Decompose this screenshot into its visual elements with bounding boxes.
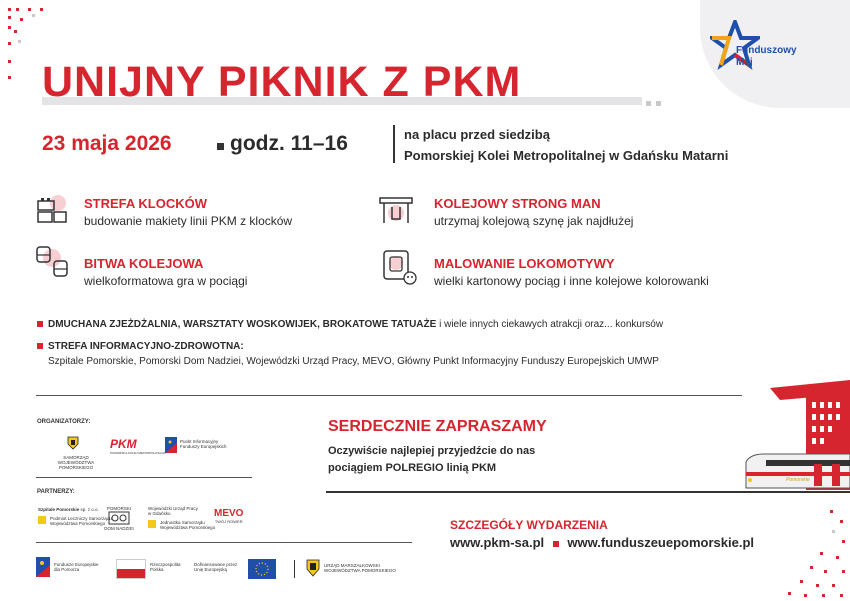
- um-line1: URZĄD MARSZAŁKOWSKI: [324, 563, 381, 568]
- wup-logo: [148, 506, 215, 530]
- feature-desc: wielki kartonowy pociąg i inne kolejowe kolorowanki: [434, 274, 709, 288]
- samorzad-logo: [46, 436, 106, 470]
- feature-bitwa-kolejowa: [84, 256, 247, 288]
- pif-text: [180, 439, 227, 449]
- event-place: [404, 124, 728, 166]
- fe-line2: dla Pomorza: [54, 567, 80, 572]
- place-line2: Pomorskiej Kolei Metropolitalnej w Gdańsku Matarni: [404, 148, 729, 163]
- wup-line1: Wojewódzki Urząd Pracy: [148, 506, 198, 511]
- dom-line2: DOM: [104, 526, 115, 531]
- feature-malowanie-lokomotywy: [434, 256, 709, 288]
- wup-line2: w Gdańsku: [148, 511, 171, 516]
- szpitale-suffix: sp. z o.o.: [80, 507, 99, 512]
- page-title: UNIJNY PIKNIK Z PKM: [42, 58, 522, 106]
- feature-desc: wielkoformatowa gra w pociągi: [84, 274, 248, 288]
- welcome-heading: SERDECZNIE ZAPRASZAMY: [328, 418, 547, 435]
- trains-icon: [34, 244, 70, 280]
- szpitale-sub2: Województwa Pomorskiego: [50, 521, 106, 526]
- dom-line3: NADZIEI: [116, 526, 134, 531]
- mevo-logo: [214, 508, 243, 524]
- samorzad-text: SAMORZĄD WOJEWÓDZTWA POMORSKIEGO: [57, 455, 95, 470]
- um-line2: WOJEWÓDZTWA POMORSKIEGO: [324, 568, 396, 573]
- rp-line1: Rzeczpospolita: [150, 562, 181, 567]
- feature-kolejowy-strong-man: [434, 196, 633, 228]
- organizers-divider: [36, 477, 252, 478]
- ue-text: [194, 562, 237, 572]
- feature-title: STREFA KLOCKÓW: [84, 196, 208, 211]
- place-line1: na placu przed siedzibą: [404, 127, 550, 142]
- event-hours: godz. 11–16: [230, 132, 348, 155]
- feature-title: MALOWANIE LOKOMOTYWY: [434, 256, 615, 271]
- vertical-divider: [393, 125, 395, 163]
- attractions-line: [48, 319, 663, 330]
- logo-line2: Maj: [736, 57, 753, 68]
- wup-sub2: Województwa Pomorskiego: [160, 525, 216, 530]
- rail-lift-icon: [378, 193, 414, 229]
- urzad-marszalkowski-text: [324, 563, 396, 573]
- fe-text: [54, 562, 99, 572]
- health-text: Szpitale Pomorskie, Pomorski Dom Nadziei, Wojewódzki Urząd Pracy, MEVO, Główny Punkt Informacyjny Funduszy Europejskich UMWP: [48, 356, 659, 367]
- separator-square: [217, 143, 224, 150]
- logo-line1: Funduszowy: [736, 45, 797, 56]
- polish-flag-icon: [116, 559, 146, 579]
- feature-strefa-klockow: [84, 196, 292, 228]
- train-label: Pomorskie: [786, 477, 810, 483]
- eu-funds-flag-icon: [165, 437, 177, 453]
- fundusze-europejskie-icon: [36, 557, 50, 577]
- pif-line1: Punkt Informacyjny: [180, 439, 219, 444]
- pkm-logo: [110, 437, 166, 456]
- ue-line2: Unię Europejską: [194, 567, 228, 572]
- details-links: [450, 535, 754, 550]
- feature-desc: budowanie makiety linii PKM z klocków: [84, 214, 293, 228]
- pkm-logo-text: PKM: [110, 437, 137, 451]
- link-fundusze[interactable]: www.funduszeuepomorskie.pl: [567, 535, 755, 550]
- pkm-logo-sub: POMORSKA KOLEJ METROPOLITALNA: [110, 451, 166, 455]
- blocks-icon: [34, 193, 70, 229]
- fe-line1: Fundusze Europejskie: [54, 562, 99, 567]
- link-separator: [553, 541, 559, 547]
- szpitale-sub1: Podmiot Leczniczy Samorządu: [50, 516, 112, 521]
- welcome-text: [328, 443, 535, 477]
- feature-title: KOLEJOWY STRONG MAN: [434, 196, 601, 211]
- feature-title: BITWA KOLEJOWA: [84, 256, 204, 271]
- mevo-text: MEVO: [214, 508, 244, 519]
- eu-flag-icon: [248, 559, 276, 579]
- funduszowy-maj-logo-panel: [700, 0, 850, 108]
- paint-train-icon: [382, 249, 418, 285]
- rp-line2: Polska: [150, 567, 164, 572]
- attractions-bold: DMUCHANA ZJEŻDŻALNIA, WARSZTATY WOSKOWIJEK, BROKATOWE TATUAŻE: [48, 319, 437, 330]
- ue-line1: Dofinansowane przez: [194, 562, 238, 567]
- event-date: 23 maja 2026: [42, 132, 172, 155]
- bullet-square: [37, 343, 43, 349]
- urzad-marszalkowski-crest-icon: [306, 559, 320, 577]
- mevo-sub: TWÓJ ROWER: [214, 519, 243, 524]
- health-heading: STREFA INFORMACYJNO-ZDROWOTNA:: [48, 341, 244, 352]
- szpitale-name: Szpitale Pomorskie: [38, 507, 80, 512]
- details-heading: SZCZEGÓŁY WYDARZENIA: [450, 518, 608, 532]
- section-divider: [36, 395, 742, 396]
- partners-divider: [36, 542, 412, 543]
- pomorski-dom-nadziei-logo: [104, 506, 134, 531]
- szpitale-logo: [38, 507, 112, 526]
- dom-nadziei-icon: [108, 511, 130, 525]
- welcome-line1: Oczywiście najlepiej przyjedźcie do nas: [328, 445, 536, 457]
- organizers-label: ORGANIZATORZY:: [37, 419, 91, 425]
- bullet-square: [37, 321, 43, 327]
- wup-sub1: Jednostka Samorządu: [160, 520, 205, 525]
- rp-text: [150, 562, 181, 572]
- feature-desc: utrzymaj kolejową szynę jak najdłużej: [434, 214, 634, 228]
- logo-text: [736, 45, 797, 69]
- pif-line2: Funduszy Europejskich: [180, 444, 227, 449]
- attractions-rest: i wiele innych ciekawych atrakcji oraz... konkursów: [436, 319, 664, 330]
- welcome-line2: pociągiem POLREGIO linią PKM: [328, 462, 497, 474]
- partners-label: PARTNERZY:: [37, 489, 75, 495]
- train-station-illustration: [736, 380, 850, 492]
- griffin-crest-icon: [66, 436, 80, 450]
- funding-divider: [294, 560, 295, 578]
- dom-line1: POMORSKI: [106, 506, 132, 511]
- link-pkm[interactable]: www.pkm-sa.pl: [450, 535, 545, 550]
